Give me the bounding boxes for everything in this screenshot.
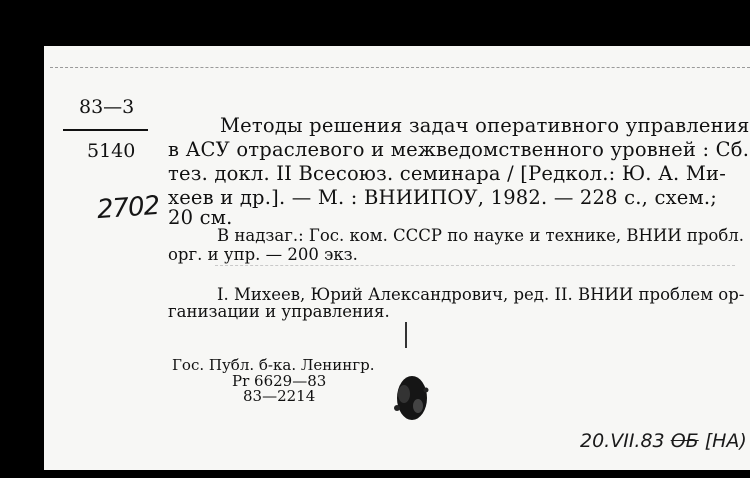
library-line-3: 83—2214 (243, 387, 316, 405)
title-line-4: хеев и др.]. — М. : ВНИИПОУ, 1982. — 228 с., схем.; (168, 186, 718, 209)
call-number-top: 83—3 (79, 96, 135, 118)
call-number-bottom: 5140 (87, 140, 136, 162)
tracing-line-2: ганизации и управления. (168, 302, 390, 321)
call-number-rule (63, 129, 148, 131)
library-line-2: Pr 6629—83 (232, 372, 327, 390)
title-line-1: Методы решения задач оперативного управления (220, 114, 750, 137)
handwritten-struck-text: ОБ (670, 430, 699, 452)
tracing-line-1: I. Михеев, Юрий Александрович, ред. II. ВНИИ проблем ор- (217, 285, 745, 304)
library-line-1: Гос. Публ. б-ка. Ленингр. (172, 356, 375, 374)
ink-blot-stamp (388, 368, 438, 428)
title-line-2: в АСУ отраслевого и межведомственного уровней : Сб. (168, 138, 750, 161)
note-line-2: орг. и упр. — 200 экз. (168, 245, 358, 264)
handwritten-date-note (580, 430, 747, 452)
pencil-mark (405, 322, 407, 348)
title-line-5: 20 см. (168, 206, 233, 229)
perforation-line (50, 67, 750, 68)
faint-divider (215, 265, 735, 266)
handwritten-code: 2702 (96, 190, 161, 226)
handwritten-tag: [НА) (704, 430, 747, 452)
title-line-3: тез. докл. II Всесоюз. семинара / [Редкол.: Ю. А. Ми- (168, 162, 727, 185)
handwritten-date: 20.VII.83 (580, 430, 665, 452)
note-line-1: В надзаг.: Гос. ком. СССР по науке и технике, ВНИИ пробл. (217, 226, 745, 245)
